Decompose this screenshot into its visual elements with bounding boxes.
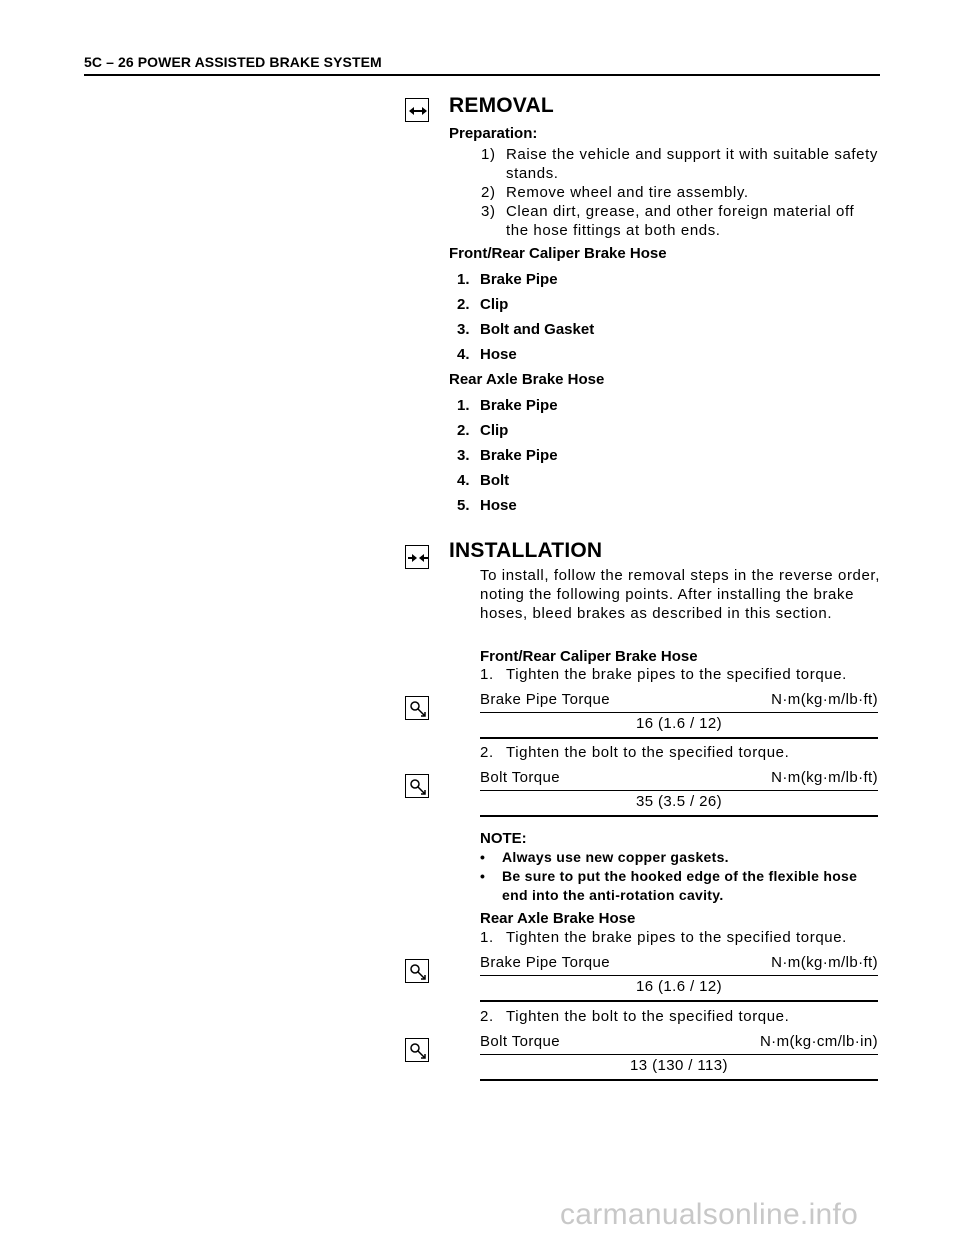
removal-rear-title: Rear Axle Brake Hose [449,371,605,388]
note-item: • Always use new copper gaskets. [480,849,729,865]
list-item: 4. Bolt [457,472,510,489]
list-item: 1. Brake Pipe [457,271,558,288]
torque-wrench-icon [405,696,429,720]
torque-label: Bolt Torque [480,769,561,786]
removal-arrows-icon [405,98,429,122]
removal-rear-items [457,396,558,521]
torque-table [480,690,878,739]
install-rear-title: Rear Axle Brake Hose [480,910,636,927]
torque-wrench-icon [405,774,429,798]
list-item: 5. Hose [457,497,517,514]
torque-unit: N·m(kg·cm/lb·in) [759,1033,878,1050]
torque-label: Bolt Torque [480,1033,561,1050]
note-list [480,848,880,905]
torque-table [480,768,878,817]
watermark: carmanualsonline.info [560,1198,859,1231]
install-front-title: Front/Rear Caliper Brake Hose [480,648,698,665]
list-item: 1. Brake Pipe [457,397,558,414]
torque-table [480,1032,878,1081]
torque-label: Brake Pipe Torque [480,954,610,971]
preparation-step: 1) Raise the vehicle and support it with suitable safety stands. [481,146,878,182]
installation-arrows-icon [405,545,429,569]
note-label: NOTE: [480,830,527,847]
list-item: 3. Bolt and Gasket [457,321,595,338]
preparation-step: 2) Remove wheel and tire assembly. [481,184,749,201]
torque-unit: N·m(kg·m/lb·ft) [771,691,878,708]
install-front-step-2: 2. Tighten the bolt to the specified torque. [480,744,790,761]
list-item: 3. Brake Pipe [457,447,558,464]
torque-unit: N·m(kg·m/lb·ft) [771,769,878,786]
removal-front-items [457,270,594,370]
install-rear-step-1: 1. Tighten the brake pipes to the specified torque. [480,929,847,946]
page-header: 5C – 26 POWER ASSISTED BRAKE SYSTEM [84,54,382,70]
list-item: 2. Clip [457,296,509,313]
list-item: 4. Hose [457,346,517,363]
torque-value: 13 (130 / 113) [480,1055,878,1081]
install-rear-step-2: 2. Tighten the bolt to the specified torque. [480,1008,790,1025]
preparation-label: Preparation: [449,125,538,142]
torque-value: 16 (1.6 / 12) [480,976,878,1002]
torque-wrench-icon [405,1038,429,1062]
preparation-steps [481,145,881,240]
torque-unit: N·m(kg·m/lb·ft) [771,954,878,971]
note-item: • Be sure to put the hooked edge of the flexible hose end into the anti-rotation cavity. [480,868,858,903]
installation-intro: To install, follow the removal steps in the reverse order, noting the following points. After installing the brake hoses, bleed brakes as described in this section. [480,567,880,622]
torque-value: 35 (3.5 / 26) [480,791,878,817]
preparation-step: 3) Clean dirt, grease, and other foreign material off the hose fittings at both ends. [481,203,855,239]
installation-heading: INSTALLATION [449,539,603,562]
torque-wrench-icon [405,959,429,983]
torque-label: Brake Pipe Torque [480,691,610,708]
torque-table [480,953,878,1002]
header-rule [84,74,880,76]
install-front-step-1: 1. Tighten the brake pipes to the specified torque. [480,666,847,683]
removal-front-title: Front/Rear Caliper Brake Hose [449,245,667,262]
removal-heading: REMOVAL [449,94,554,117]
torque-value: 16 (1.6 / 12) [480,713,878,739]
list-item: 2. Clip [457,422,509,439]
